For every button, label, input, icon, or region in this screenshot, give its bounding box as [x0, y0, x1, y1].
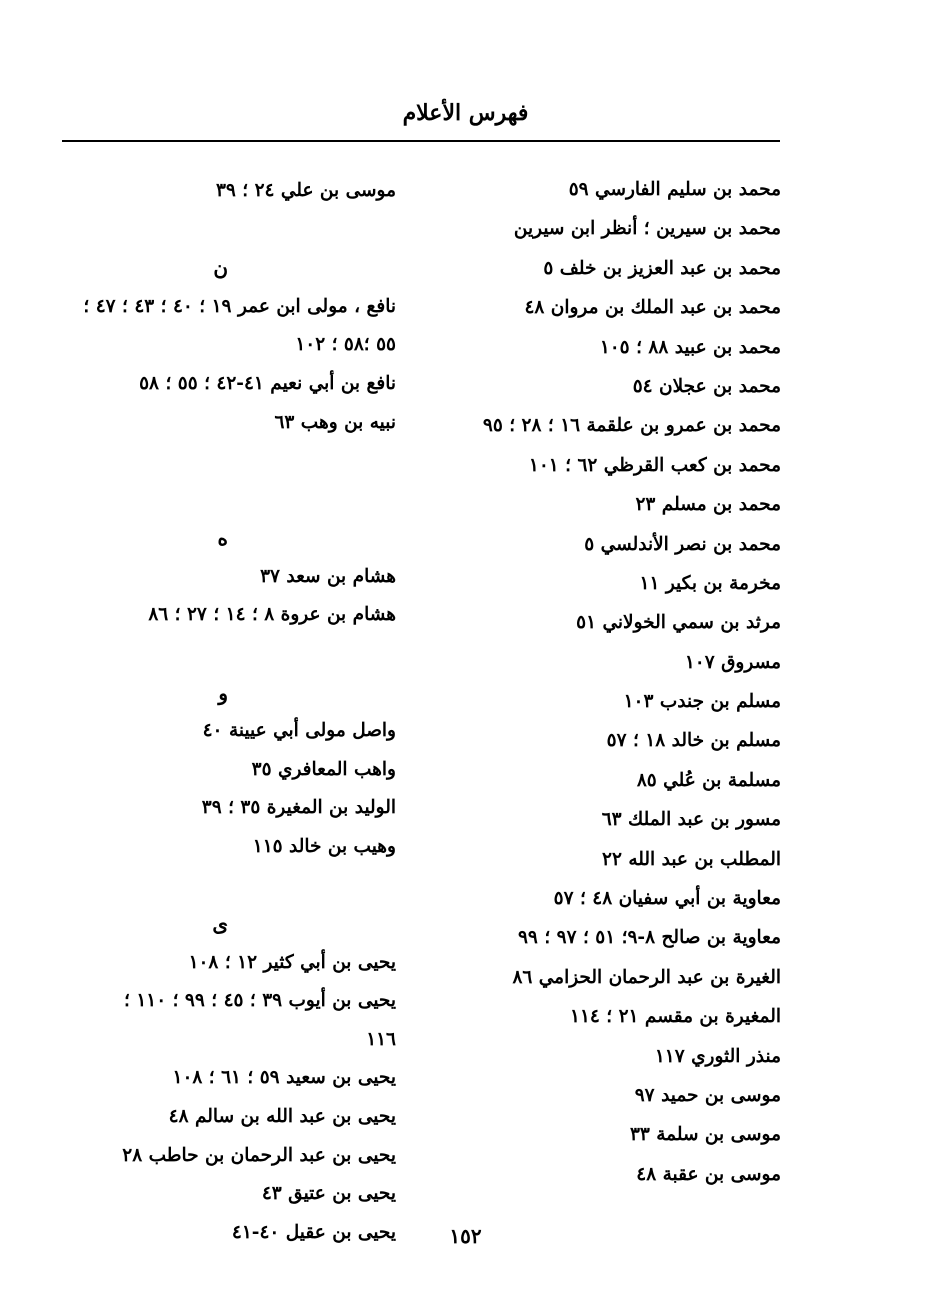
index-entry: يحيى بن عتيق ٤٣: [261, 1183, 396, 1205]
index-entry: معاوية بن أبي سفيان ٤٨ ؛ ٥٧: [553, 888, 781, 910]
index-entry: يحيى بن عبد الرحمان بن حاطب ٢٨: [122, 1144, 396, 1166]
index-entry: واهب المعافري ٣٥: [251, 758, 396, 780]
index-entry: يحيى بن عبد الله بن سالم ٤٨: [168, 1106, 396, 1128]
index-entry: واصل مولى أبي عيينة ٤٠: [202, 720, 396, 742]
page-number: ١٥٢: [449, 1224, 482, 1248]
section-letter-ya: ى: [212, 912, 228, 937]
index-entry: مسور بن عبد الملك ٦٣: [601, 809, 781, 831]
index-entry: المطلب بن عبد الله ٢٢: [602, 848, 781, 870]
index-entry: مسروق ١٠٧: [684, 651, 781, 673]
spacer: [56, 635, 396, 674]
index-entry: يحيى بن أيوب ٣٩ ؛ ٤٥ ؛ ٩٩ ؛ ١١٠ ؛: [124, 990, 396, 1012]
index-entry: هشام بن عروة ٨ ؛ ١٤ ؛ ٢٧ ؛ ٨٦: [148, 604, 396, 626]
index-entry: ٥٥ ؛٥٨ ؛ ١٠٢: [295, 334, 396, 356]
index-entry: وهيب بن خالد ١١٥: [252, 835, 396, 857]
left-column: [56, 172, 396, 1252]
index-entry: يحيى بن سعيد ٥٩ ؛ ٦١ ؛ ١٠٨: [172, 1067, 396, 1089]
index-entry: محمد بن عبيد ٨٨ ؛ ١٠٥: [599, 336, 781, 358]
index-entry: محمد بن عجلان ٥٤: [632, 375, 781, 397]
index-entry: مسلم بن جندب ١٠٣: [623, 691, 781, 713]
index-entry: موسى بن علي ٢٤ ؛ ٣٩: [215, 180, 396, 201]
index-entry: نافع بن أبي نعيم ٤١-٤٢ ؛ ٥٥ ؛ ٥٨: [139, 372, 396, 394]
index-entry: محمد بن مسلم ٢٣: [635, 494, 781, 516]
spacer: [56, 442, 396, 519]
index-entry: محمد بن كعب القرظي ٦٢ ؛ ١٠١: [528, 454, 781, 476]
index-entry: منذر الثوري ١١٧: [654, 1045, 781, 1067]
index-entry: مخرمة بن بكير ١١: [639, 572, 781, 594]
index-entry: نبيه بن وهب ٦٣: [274, 411, 396, 433]
index-entry: الوليد بن المغيرة ٣٥ ؛ ٣٩: [201, 797, 396, 819]
index-entry: محمد بن عمرو بن علقمة ١٦ ؛ ٢٨ ؛ ٩٥: [482, 415, 781, 437]
index-entry: الغيرة بن عبد الرحمان الحزامي ٨٦: [512, 966, 781, 988]
index-entry: موسى بن عقبة ٤٨: [636, 1163, 781, 1185]
section-letter-noon: ن: [213, 256, 228, 281]
index-entry: معاوية بن صالح ٨-٩؛ ٥١ ؛ ٩٧ ؛ ٩٩: [518, 927, 781, 949]
index-entry: مسلم بن خالد ١٨ ؛ ٥٧: [606, 730, 781, 752]
index-entry: موسى بن حميد ٩٧: [634, 1084, 781, 1106]
spacer: [56, 867, 396, 906]
section-letter-waw: و: [218, 680, 228, 705]
index-entry: يحيى بن عقيل ٤٠-٤١: [231, 1221, 396, 1243]
index-entry: محمد بن عبد الملك بن مروان ٤٨: [524, 297, 781, 319]
index-entry: المغيرة بن مقسم ٢١ ؛ ١١٤: [570, 1006, 781, 1028]
index-entry: مسلمة بن عُلي ٨٥: [636, 769, 781, 791]
index-entry: ١١٦: [366, 1028, 396, 1050]
right-column: [451, 170, 781, 1194]
spacer: [56, 211, 396, 250]
page-title: فهرس الأعلام: [402, 100, 529, 126]
index-entry: محمد بن عبد العزيز بن خلف ٥: [543, 257, 781, 279]
index-entry: هشام بن سعد ٣٧: [260, 565, 396, 587]
index-entry: محمد بن سليم الفارسي ٥٩: [568, 179, 781, 200]
index-entry: يحيى بن أبي كثير ١٢ ؛ ١٠٨: [188, 951, 396, 973]
section-letter-ha: ه: [217, 526, 228, 551]
index-entry: محمد بن سيرين ؛ أنظر ابن سيرين: [513, 218, 781, 240]
index-entry: موسى بن سلمة ٣٣: [629, 1124, 781, 1146]
index-entry: نافع ، مولى ابن عمر ١٩ ؛ ٤٠ ؛ ٤٣ ؛ ٤٧ ؛: [83, 295, 396, 317]
index-entry: مرثد بن سمي الخولاني ٥١: [576, 612, 781, 634]
index-entry: محمد بن نصر الأندلسي ٥: [584, 533, 781, 555]
header-rule: [62, 140, 780, 142]
